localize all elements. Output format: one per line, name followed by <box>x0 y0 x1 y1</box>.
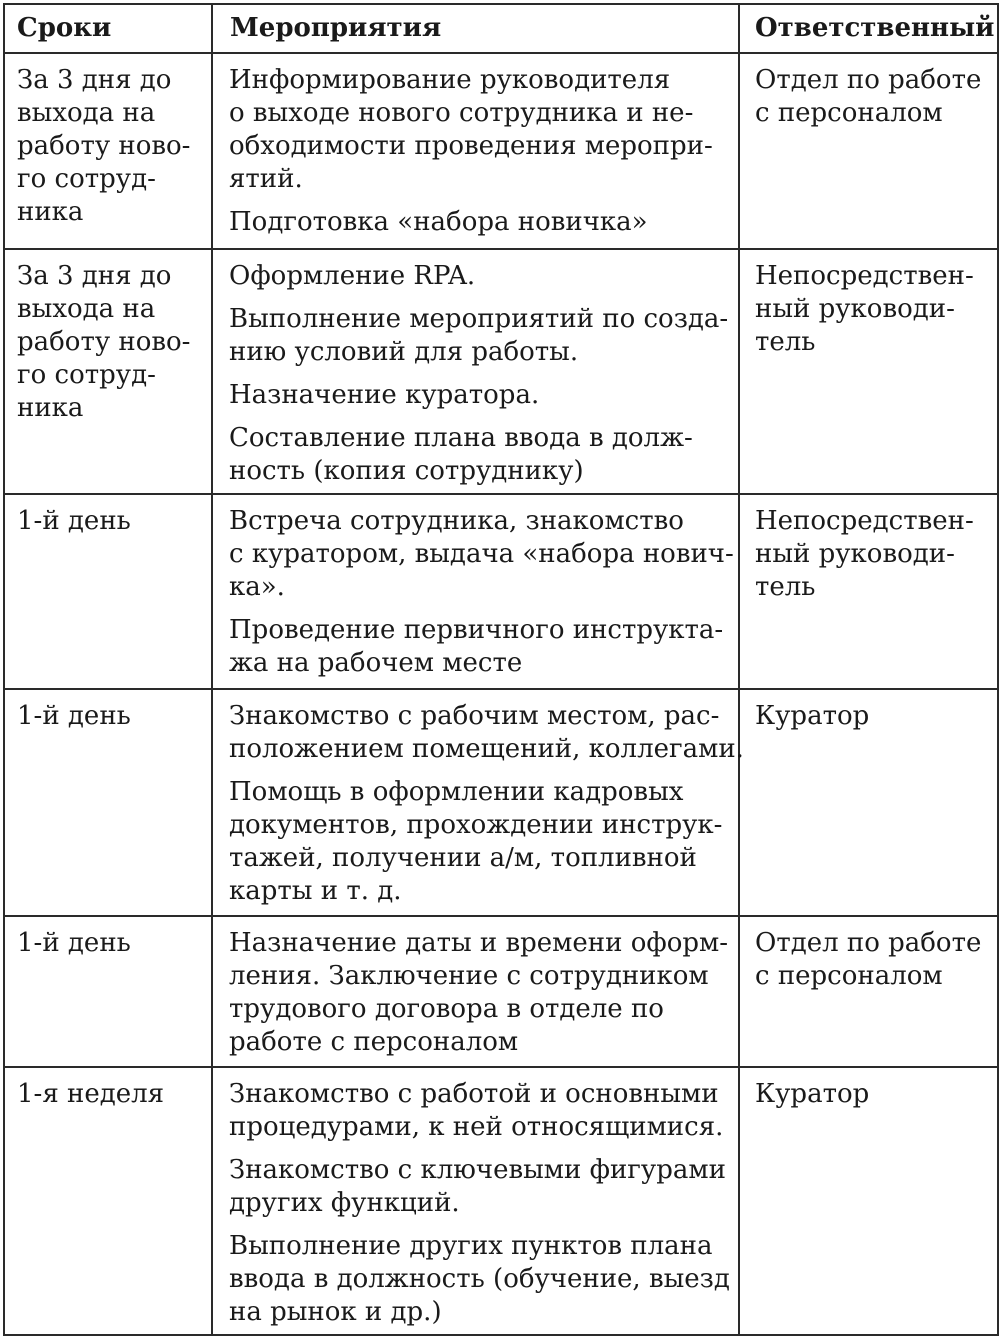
table-row <box>4 249 998 494</box>
activity-line: Назначение даты и времени оформ- <box>229 928 729 958</box>
responsible-line: тель <box>755 572 816 602</box>
activity-paragraph <box>229 1078 728 1144</box>
responsible-line: с персоналом <box>755 98 943 128</box>
header-term: Сроки <box>4 4 212 53</box>
term-line: 1-й день <box>17 701 131 731</box>
activity-line: Назначение куратора. <box>229 380 540 410</box>
activity-line: Выполнение других пунктов плана <box>229 1231 713 1261</box>
activity-line: с куратором, выдача «набора нович- <box>229 539 734 569</box>
activity-line: документов, прохождении инструк- <box>229 810 723 840</box>
table-row <box>4 916 998 1067</box>
term-line: За 3 дня до <box>17 65 172 95</box>
activity-paragraph <box>229 206 728 239</box>
activity-line: работе с персоналом <box>229 1027 519 1057</box>
activity-paragraph <box>229 776 728 908</box>
activity-line: ввода в должность (обучение, выезд <box>229 1264 730 1294</box>
responsible-line: Отдел по работе <box>755 928 982 958</box>
activity-line: ка». <box>229 572 285 602</box>
table-row <box>4 494 998 689</box>
responsible-cell <box>739 249 998 494</box>
responsible-line: Непосредствен- <box>755 261 974 291</box>
responsible-line: тель <box>755 327 816 357</box>
activity-line: Знакомство с работой и основными <box>229 1079 719 1109</box>
term-line: За 3 дня до <box>17 261 172 291</box>
term-line: ника <box>17 197 84 227</box>
activity-line: Помощь в оформлении кадровых <box>229 777 684 807</box>
responsible-line: Непосредствен- <box>755 506 974 536</box>
activities-cell <box>212 916 739 1067</box>
activity-line: Составление плана ввода в долж- <box>229 423 693 453</box>
activity-line: Подготовка «набора новичка» <box>229 207 648 237</box>
responsible-cell <box>739 916 998 1067</box>
responsible-line: ный руководи- <box>755 539 955 569</box>
term-line: го сотруд- <box>17 360 156 390</box>
activity-line: нию условий для работы. <box>229 337 579 367</box>
header-responsible: Ответственный <box>739 4 998 53</box>
term-cell <box>4 249 212 494</box>
activity-line: Знакомство с рабочим местом, рас- <box>229 701 720 731</box>
activity-line: Встреча сотрудника, знакомство <box>229 506 684 536</box>
responsible-cell <box>739 1067 998 1335</box>
activity-line: о выходе нового сотрудника и не- <box>229 98 694 128</box>
activity-line: карты и т. д. <box>229 876 402 906</box>
term-line: работу ново- <box>17 131 191 161</box>
term-line: выхода на <box>17 294 156 324</box>
activity-paragraph <box>229 379 728 412</box>
activity-line: трудового договора в отделе по <box>229 994 664 1024</box>
responsible-line: с персоналом <box>755 961 943 991</box>
term-line: выхода на <box>17 98 156 128</box>
activities-cell <box>212 494 739 689</box>
header-row <box>4 4 998 53</box>
table-row <box>4 53 998 249</box>
activity-line: Информирование руководителя <box>229 65 671 95</box>
responsible-cell <box>739 494 998 689</box>
activity-paragraph <box>229 64 728 196</box>
onboarding-table <box>3 3 999 1336</box>
activity-paragraph <box>229 614 728 680</box>
term-cell <box>4 916 212 1067</box>
header-activities: Мероприятия <box>212 4 739 53</box>
activity-line: процедурами, к ней относящимися. <box>229 1112 724 1142</box>
term-cell <box>4 1067 212 1335</box>
activity-paragraph <box>229 260 728 293</box>
activity-paragraph <box>229 422 728 488</box>
term-line: 1-я неделя <box>17 1079 165 1109</box>
activity-line: жа на рабочем месте <box>229 648 523 678</box>
activity-line: на рынок и др.) <box>229 1297 442 1327</box>
activity-paragraph <box>229 1154 728 1220</box>
activity-line: ятий. <box>229 164 303 194</box>
activity-paragraph <box>229 1230 728 1329</box>
table-row <box>4 1067 998 1335</box>
activity-line: Выполнение мероприятий по созда- <box>229 304 729 334</box>
table-row <box>4 689 998 916</box>
activity-paragraph <box>229 303 728 369</box>
responsible-line: Куратор <box>755 1079 870 1109</box>
activity-line: тажей, получении а/м, топливной <box>229 843 697 873</box>
activities-cell <box>212 689 744 916</box>
activity-line: других функций. <box>229 1188 460 1218</box>
activity-paragraph <box>229 505 734 604</box>
activities-cell <box>212 249 739 494</box>
term-line: ника <box>17 393 84 423</box>
term-line: работу ново- <box>17 327 191 357</box>
activity-line: положением помещений, коллегами. <box>229 734 744 764</box>
activity-paragraph <box>229 927 728 1059</box>
term-cell <box>4 689 212 916</box>
term-line: 1-й день <box>17 506 131 536</box>
activity-line: обходимости проведения меропри- <box>229 131 713 161</box>
responsible-cell <box>739 53 998 249</box>
activity-paragraph <box>229 700 744 766</box>
term-line: го сотруд- <box>17 164 156 194</box>
term-cell <box>4 53 212 249</box>
activity-line: ность (копия сотруднику) <box>229 456 584 486</box>
responsible-cell <box>739 689 998 916</box>
activity-line: Проведение первичного инструкта- <box>229 615 724 645</box>
activity-line: Оформление RPA. <box>229 261 476 291</box>
activity-line: Знакомство с ключевыми фигурами <box>229 1155 726 1185</box>
responsible-line: Куратор <box>755 701 870 731</box>
activities-cell <box>212 1067 739 1335</box>
term-line: 1-й день <box>17 928 131 958</box>
responsible-line: ный руководи- <box>755 294 955 324</box>
activities-cell <box>212 53 739 249</box>
responsible-line: Отдел по работе <box>755 65 982 95</box>
activity-line: ления. Заключение с сотрудником <box>229 961 709 991</box>
term-cell <box>4 494 212 689</box>
